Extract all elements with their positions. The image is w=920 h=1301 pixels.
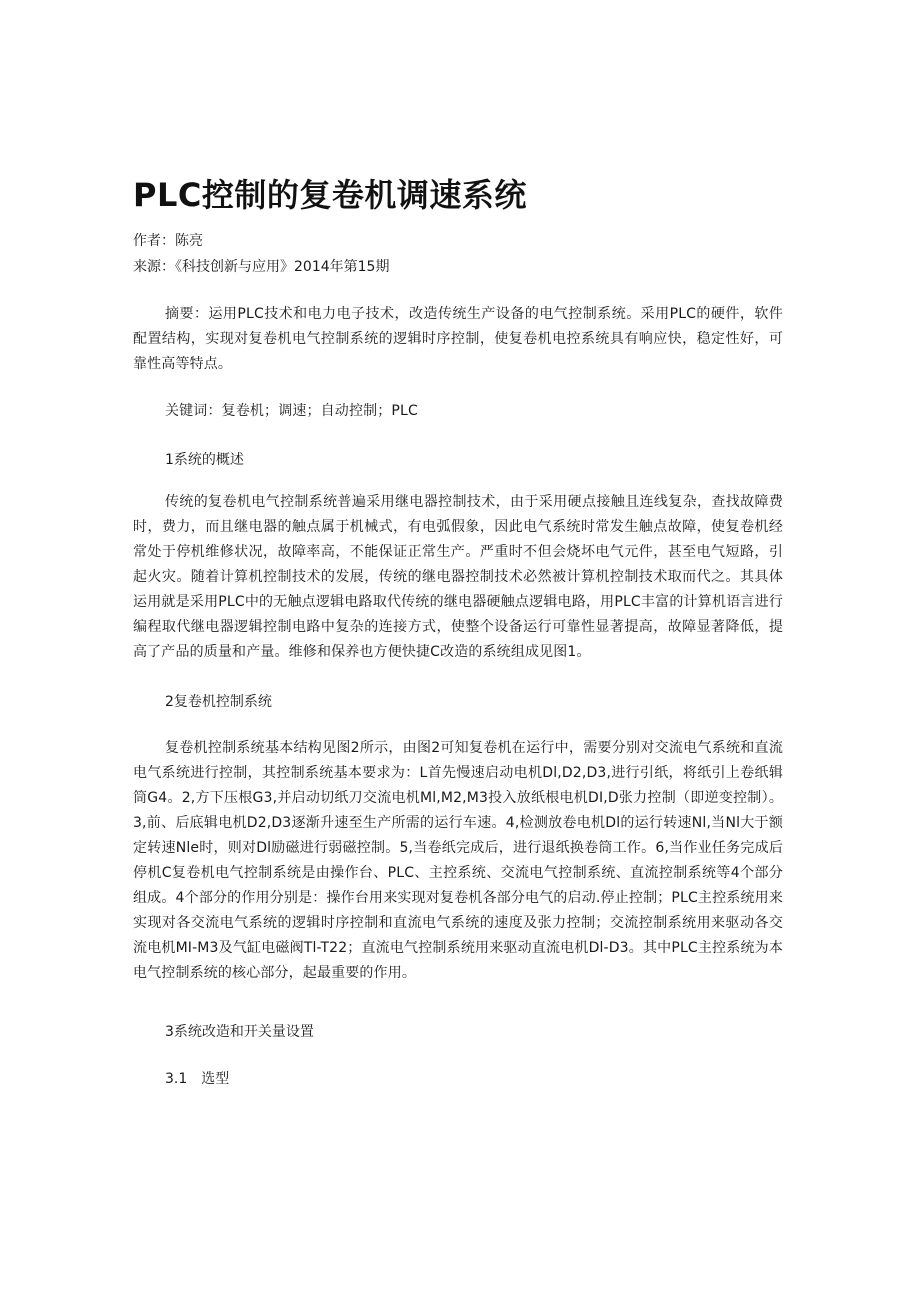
- section-1-body: 传统的复卷机电气控制系统普遍采用继电器控制技术，由于采用硬点接触且连线复杂，查找故障费时，费力，而且继电器的触点属于机械式，有电弧假象，因此电气系统时常发生触点故障，使复卷机经常处于停机维修状况，故障率高，不能保证正常生产。严重时不但会烧坏电气元件，甚至电气短路，引起火灾。随着计算机控制技术的发展，传统的继电器控制技术必然被计算机控制技术取而代之。其具体运用就是采用PLC中的无触点逻辑电路取代传统的继电器硬触点逻辑电路，用PLC丰富的计算机语言进行编程取代继电器逻辑控制电路中复杂的连接方式，使整个设备运行可靠性显著提高，故障显著降低，提高了产品的质量和产量。维修和保养也方便快捷C改造的系统组成见图1。: [133, 494, 783, 660]
- section-1-heading: 1系统的概述: [165, 452, 244, 468]
- abstract-paragraph: 摘要：运用PLC技术和电力电子技术，改造传统生产设备的电气控制系统。采用PLC的硬件，软件配置结构，实现对复卷机电气控制系统的逻辑时序控制，使复卷机电控系统具有响应快，稳定性好，可靠性高等特点。: [133, 306, 783, 372]
- author-line: 作者：陈亮: [133, 233, 203, 249]
- source-line: 来源：《科技创新与应用》2014年第15期: [133, 259, 390, 275]
- document-title: PLC控制的复卷机调速系统: [133, 176, 527, 214]
- section-2-heading: 2复卷机控制系统: [165, 694, 272, 710]
- section-3-1-heading: 3.1 选型: [165, 1071, 230, 1087]
- keywords-paragraph: 关键词：复卷机；调速；自动控制；PLC: [165, 403, 418, 419]
- section-3-heading: 3系统改造和开关量设置: [165, 1024, 314, 1040]
- section-2-body: 复卷机控制系统基本结构见图2所示，由图2可知复卷机在运行中，需要分别对交流电气系统和直流电气系统进行控制，其控制系统基本要求为：L首先慢速启动电机Dl,D2,D3,进行引纸，将纸引上卷纸辑筒G4。2,方下压根G3,并启动切纸刀交流电机Ml,M2,M3投入放纸根电机DI,D张力控制（即逆变控制）。3,前、后底辑电机D2,D3逐渐升速至生产所需的运行车速。4,检测放卷电机Dl的运行转速Nl,当Nl大于额定转速Nle时，则对Dl励磁进行弱磁控制。5,当卷纸完成后，进行退纸换卷筒工作。6,当作业任务完成后停机C复卷机电气控制系统是由操作台、PLC、主控系统、交流电气控制系统、直流控制系统等4个部分组成。4个部分的作用分别是：操作台用来实现对复卷机各部分电气的启动.停止控制；PLC主控系统用来实现对各交流电气系统的逻辑时序控制和直流电气系统的速度及张力控制；交流控制系统用来驱动各交流电机MI-M3及气缸电磁阀Tl-T22；直流电气控制系统用来驱动直流电机Dl-D3。其中PLC主控系统为本电气控制系统的核心部分，起最重要的作用。: [133, 740, 783, 981]
